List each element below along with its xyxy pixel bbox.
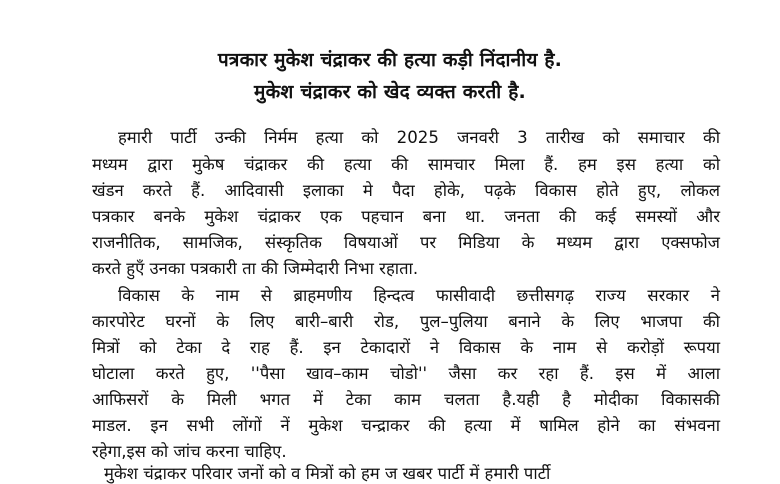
- body-line-1: हमारी पार्टी उन्की निर्मम हत्या को 2025 जनवरी 3 तारीख को समाचार की: [118, 128, 720, 147]
- body-line-3: खंडन करते हैं. आदिवासी इलाका मे पैदा होके, पढ़के विकास होते हुए, लोकल: [92, 181, 720, 200]
- partial-line-text: मुकेश चंद्राकर परिवार जनों को व मित्रों को हम ज खबर पार्टी में हमारी पार्टी: [104, 464, 551, 483]
- body-line-12: माडल. इन सभी लोंगों नें मुकेश चन्द्राकर की हत्या में षामिल होने का संभवना: [92, 416, 720, 435]
- body-line-9: मित्रों को टेका दे राह हैं. इन टेकादारों ने विकास के नाम से करोड़ों रूपया: [92, 338, 720, 357]
- body-line-14-partial: [104, 459, 720, 483]
- body-line-6: करते हुएँ उनका पत्रकारी ता की जिम्मेदारी निभा रहाता.: [92, 259, 419, 278]
- body-line-7: विकास के नाम से ब्राहमणीय हिन्दत्व फासीवादी छत्तीसगढ़ राज्य सरकार ने: [118, 286, 720, 305]
- body-line-10: घोटाला करते हुए, ''पैसा खाव–काम चोडो'' जैसा कर रहा हैं. इस में आला: [92, 364, 720, 383]
- body-line-5: राजनीतिक, सामजिक, संस्कृतिक विषयाओं पर मिडिया के मध्यम द्वारा एक्सफोज: [92, 233, 720, 252]
- body-line-4: पत्रकार बनके मुकेश चंद्राकर एक पहचान बना था. जनता की कई समस्यों और: [92, 207, 720, 226]
- body-line-11: आफिसरों के मिली भगत में टेका काम चलता है.यही है मोदीका विकासकी: [92, 390, 720, 409]
- body-line-8: कारपोरेट घरनों के लिए बारी–बारी रोड, पुल–पुलिया बनाने के लिए भाजपा की: [92, 312, 720, 331]
- body-line-2: मध्यम द्वारा मुकेष चंद्राकर की हत्या की सामचार मिला हैं. हम इस हत्या को: [92, 155, 720, 174]
- body-line-13: रहेगा,इस को जांच करना चाहिए.: [92, 442, 287, 461]
- headline-line-2: मुकेश चंद्राकर को खेद व्यक्त करती है.: [254, 81, 526, 103]
- headline-line-1: पत्रकार मुकेश चंद्राकर की हत्या कड़ी निंदानीय है.: [217, 49, 563, 71]
